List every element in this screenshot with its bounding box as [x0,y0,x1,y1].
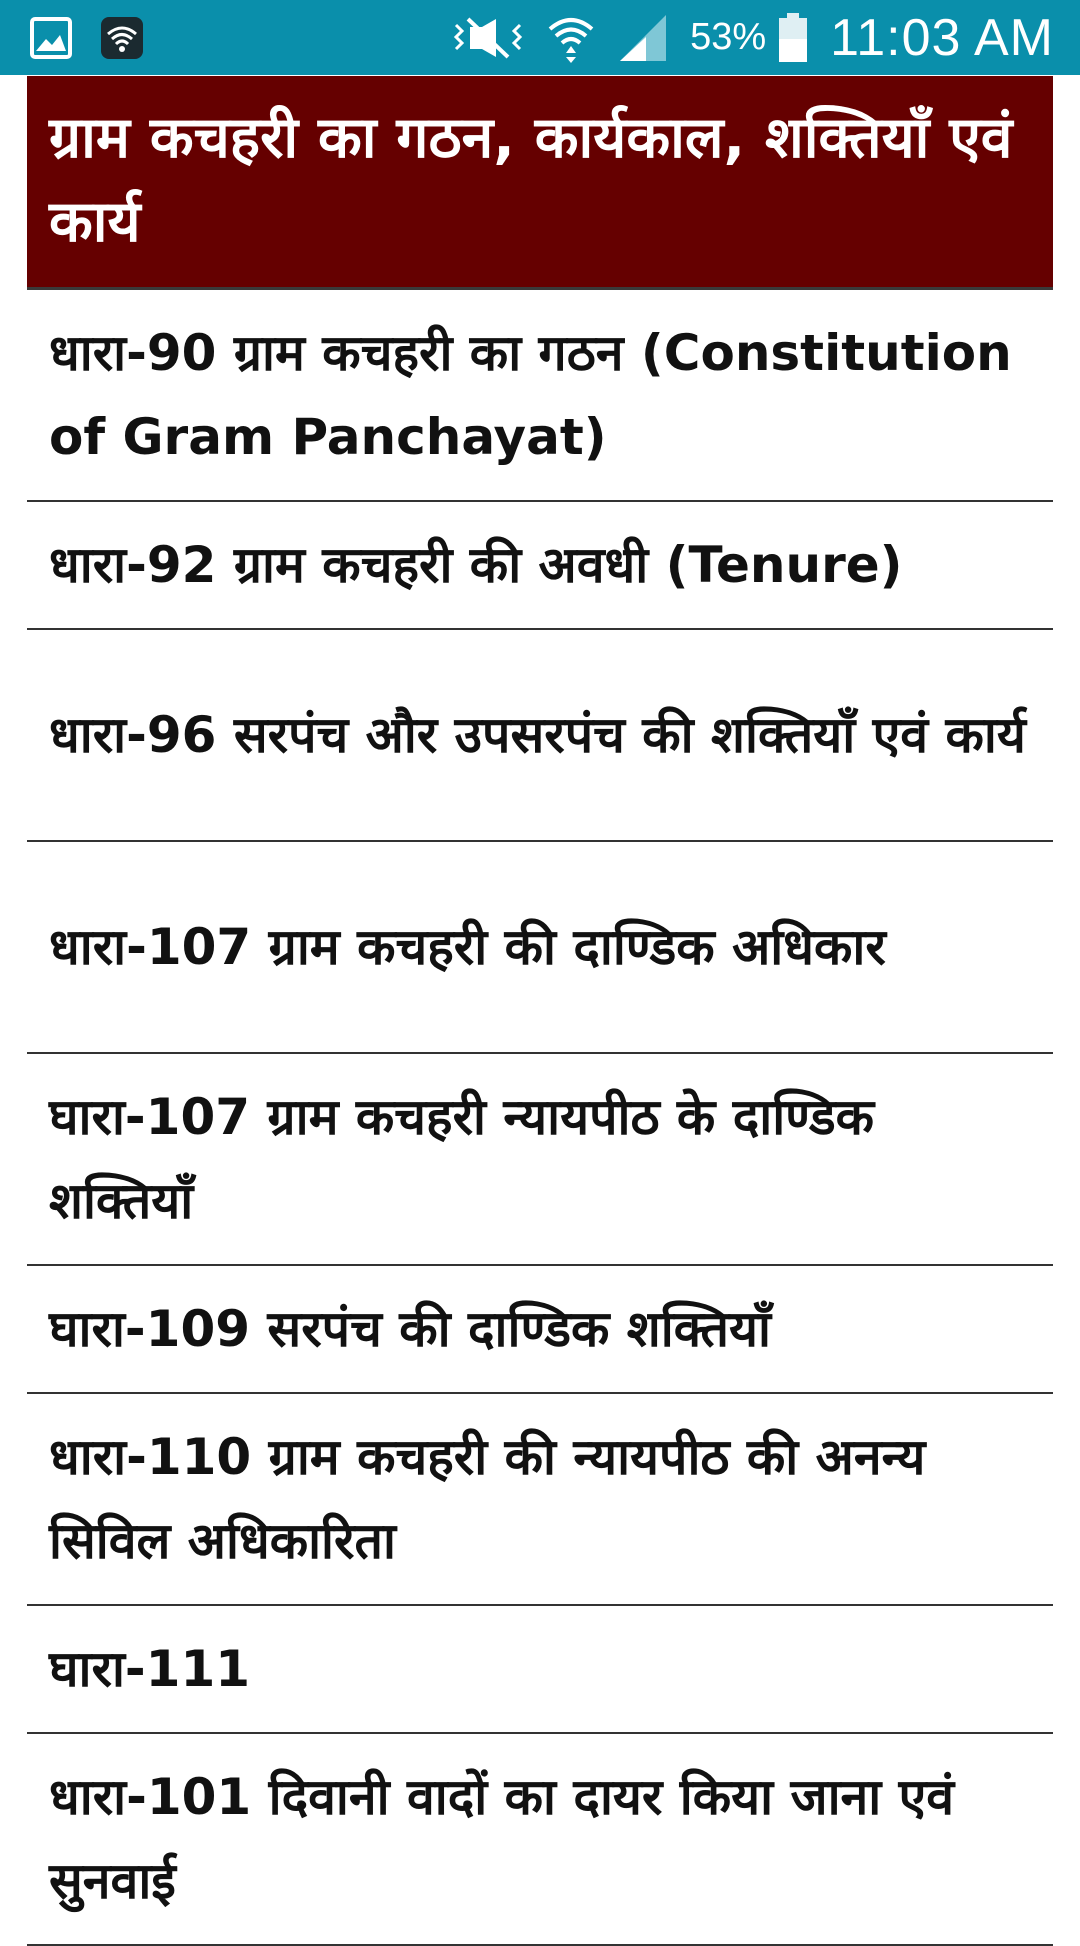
wifi-hotspot-icon [100,16,144,60]
list-item-section-111[interactable] [27,1606,1053,1734]
list-item-label: धारा-107 ग्राम कचहरी की दाण्डिक अधिकार [49,918,886,976]
status-right-icons [452,0,1054,75]
list-item-section-107-a[interactable] [27,842,1053,1054]
battery-percent: 53% [690,16,767,58]
wifi-icon [546,13,596,63]
signal-icon [618,13,668,63]
list-item-section-92[interactable] [27,502,1053,630]
clock: 11:03 AM [830,8,1054,67]
list-item-section-96[interactable] [27,630,1053,842]
list-item-label: धारा-96 सरपंच और उपसरपंच की शक्तियाँ एवं कार्य [49,706,1026,764]
list-item-section-101[interactable] [27,1734,1053,1946]
list-item-label: धारा-110 ग्राम कचहरी की न्यायपीठ की अनन्य सिविल अधिकारिता [49,1428,926,1570]
list-item-section-109[interactable] [27,1266,1053,1394]
list-item-section-110[interactable] [27,1394,1053,1606]
page-title: ग्राम कचहरी का गठन, कार्यकाल, शक्तियाँ एवं कार्य [27,76,1053,290]
list-item-label: घारा-111 [49,1640,251,1698]
list-item-section-107-b[interactable] [27,1054,1053,1266]
battery-icon [778,13,808,63]
list-item-label: घारा-109 सरपंच की दाण्डिक शक्तियाँ [49,1300,771,1358]
section-list [27,290,1053,1946]
content [27,76,1053,1946]
list-item-label: धारा-90 ग्राम कचहरी का गठन (Constitution of Gram Panchayat) [49,324,1012,466]
list-item-label: धारा-92 ग्राम कचहरी की अवधी (Tenure) [49,536,903,594]
status-bar [0,0,1080,75]
list-item-section-90[interactable] [27,290,1053,502]
status-left-icons [30,14,144,62]
mute-icon [452,15,524,61]
list-item-label: धारा-101 दिवानी वादों का दायर किया जाना एवं सुनवाई [49,1768,955,1910]
gallery-icon [30,17,72,59]
list-item-label: घारा-107 ग्राम कचहरी न्यायपीठ के दाण्डिक शक्तियाँ [49,1088,875,1230]
